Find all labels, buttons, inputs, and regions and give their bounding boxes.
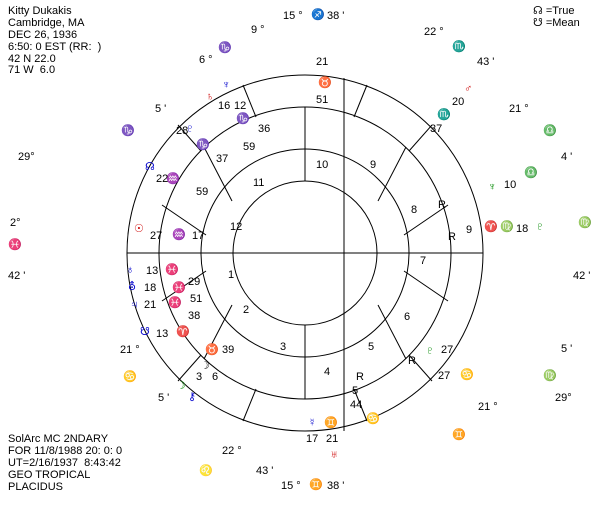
cusp-label-11-min: 6 ° bbox=[199, 54, 213, 66]
cusp-label-3-sign: ♌ bbox=[199, 465, 213, 477]
house-number-6: 6 bbox=[404, 311, 411, 323]
mc-degree-label: 15 ° bbox=[283, 10, 303, 22]
asc-minute-label: 42 ' bbox=[8, 270, 26, 282]
footer-line-3: UT=2/16/1937 8:43:42 bbox=[8, 456, 121, 469]
retrograde-marker-4: R bbox=[408, 355, 416, 367]
asc-sign-glyph: ♓ bbox=[8, 239, 22, 251]
cusp-spoke-5 bbox=[378, 305, 406, 359]
cusp-label-6-sign: ♍ bbox=[543, 370, 557, 382]
cusp-label-12-sign: ♑ bbox=[121, 125, 135, 137]
house-number-2: 2 bbox=[243, 304, 250, 316]
cusp-label-9-min: 43 ' bbox=[477, 56, 495, 68]
cusp-spoke-6 bbox=[404, 271, 448, 301]
asc-degree-label: 2° bbox=[10, 217, 21, 229]
planet-min-taurus-b: 6 bbox=[212, 371, 219, 383]
footer-line-1: SolArc MC 2NDARY bbox=[8, 433, 109, 445]
planet-min-neptune-green: 27 bbox=[438, 370, 451, 382]
header-lat: 42 N 22.0 bbox=[8, 52, 56, 65]
planet-deg-neptune: 28 bbox=[176, 125, 189, 137]
planet-glyph-mean-node: ☋ bbox=[140, 326, 150, 338]
tick-2 bbox=[409, 125, 432, 151]
ic-sign-glyph: ♊ bbox=[309, 479, 323, 491]
cusp-label-2-min: 5 ' bbox=[158, 392, 170, 404]
tick-6 bbox=[354, 85, 367, 117]
house-number-9: 9 bbox=[370, 159, 377, 171]
planet-sign-taurus-a: ♉ bbox=[205, 344, 219, 356]
planet-sign-mercury: ♊ bbox=[324, 417, 338, 429]
planet-min-mars: 37 bbox=[430, 123, 443, 135]
dsc-minute-label: 42 ' bbox=[573, 270, 591, 282]
planet-min-mercury: 21 bbox=[326, 433, 339, 445]
planet-glyph-neptune-right: ♇ bbox=[536, 221, 545, 233]
cusp-label-11-deg: 9 ° bbox=[251, 24, 265, 36]
planet-glyph-neptune: ♇ bbox=[186, 123, 195, 135]
cusp-label-5-sign: ♊ bbox=[452, 429, 466, 441]
planet-glyph-uranus: ♄ bbox=[206, 91, 215, 103]
mc-sign-glyph: ♐ bbox=[311, 9, 325, 21]
house-number-7: 7 bbox=[420, 255, 427, 267]
house-number-3: 3 bbox=[280, 341, 287, 353]
planet-deg-mars: 20 bbox=[452, 96, 465, 108]
planet-sign-sun: ♒ bbox=[172, 229, 186, 241]
cusp-label-2-deg: 21 ° bbox=[120, 344, 140, 356]
planet-glyph-lilith: ⚷ bbox=[188, 391, 197, 403]
tick-8 bbox=[243, 389, 256, 421]
planet-min-jupiter: 51 bbox=[316, 94, 329, 106]
house-number-8: 8 bbox=[411, 204, 418, 216]
planet-deg-taurus-b: 3 bbox=[196, 371, 203, 383]
planet-glyph-part-of-fortune: ⛢ bbox=[128, 281, 137, 293]
planet-glyph-neptune-green: ♇ bbox=[426, 345, 435, 357]
planet-min-node-green: 18 bbox=[516, 223, 529, 235]
planet-glyph-pluto: ♆ bbox=[222, 79, 231, 91]
cusp-label-2-sign: ♋ bbox=[123, 371, 137, 383]
planet-sign-pluto-green: ♎ bbox=[524, 167, 538, 179]
cusp-label-8-min: 4 ' bbox=[561, 151, 573, 163]
footer-line-4: GEO TROPICAL bbox=[8, 468, 91, 481]
footer-line-2: FOR 11/8/1988 20: 0: 0 bbox=[8, 444, 123, 457]
cusp-spoke-9 bbox=[378, 147, 406, 201]
retrograde-marker-1: R bbox=[438, 199, 446, 211]
cusp-label-12-min: 29° bbox=[18, 151, 35, 163]
house-number-12: 12 bbox=[230, 221, 243, 233]
header-time: 6:50: 0 EST (RR: ) bbox=[8, 40, 102, 53]
header-name: Kitty Dukakis bbox=[8, 5, 72, 17]
cusp-label-3-deg: 22 ° bbox=[222, 445, 242, 457]
planet-sign-saturn: ♓ bbox=[168, 297, 182, 309]
legend-mean-node: ☋ =Mean bbox=[533, 16, 580, 29]
planet-sign-taurus-b: ☽ bbox=[200, 360, 210, 372]
planet-deg-node-green: 9 bbox=[466, 224, 473, 236]
house-number-4: 4 bbox=[324, 366, 331, 378]
planet-deg-pluto: 12 bbox=[234, 100, 247, 112]
planet-deg-part-of-fortune: 18 bbox=[144, 282, 157, 294]
planet-deg-mercury: 17 bbox=[306, 433, 319, 445]
planet-deg-chiron: 5 bbox=[352, 385, 359, 397]
cusp-label-11-sign: ♑ bbox=[218, 42, 232, 54]
header-date: DEC 26, 1936 bbox=[8, 28, 78, 41]
cusp-label-6-deg: 5 ' bbox=[561, 343, 573, 355]
planet-min-part-of-fortune: 51 bbox=[190, 293, 203, 305]
planet-sign-venus: ♓ bbox=[165, 264, 179, 276]
planet-deg-pluto-green: 10 bbox=[504, 179, 517, 191]
planet-glyph-sun: ☉ bbox=[134, 223, 144, 235]
ic-degree-label: 15 ° bbox=[281, 480, 301, 492]
ic-minute-label: 38 ' bbox=[327, 480, 345, 492]
cusp-label-9-deg: 22 ° bbox=[424, 26, 444, 38]
planet-sign-true-node: ♒ bbox=[166, 173, 180, 185]
legend-true-node: ☊ =True bbox=[533, 5, 575, 17]
planet-min-true-node: 59 bbox=[196, 186, 209, 198]
planet-glyph-jupiter: ♉ bbox=[318, 77, 332, 89]
planet-glyph-mars: ♂ bbox=[464, 83, 473, 95]
planet-glyph-moon: ☽ bbox=[176, 380, 186, 392]
retrograde-marker-2: R bbox=[448, 231, 456, 243]
house-number-1: 1 bbox=[228, 269, 235, 281]
cusp-label-8-deg: 21 ° bbox=[509, 103, 529, 115]
mc-minute-label: 38 ' bbox=[327, 10, 345, 22]
planet-min-venus: 29 bbox=[188, 276, 201, 288]
retrograde-marker-3: R bbox=[356, 371, 364, 383]
planet-glyph-venus: ♁ bbox=[126, 264, 135, 276]
planet-glyph-node-green: ♈ bbox=[484, 221, 498, 233]
cusp-label-8-sign: ♎ bbox=[543, 125, 557, 137]
house-number-5: 5 bbox=[368, 341, 375, 353]
planet-min-chiron: 44 bbox=[350, 399, 363, 411]
cusp-label-9-sign: ♏ bbox=[452, 41, 466, 53]
planet-sign-node-green: ♍ bbox=[500, 221, 514, 233]
footer-line-5: PLACIDUS bbox=[8, 480, 64, 493]
planet-deg-uranus: 16 bbox=[218, 100, 231, 112]
planet-min-neptune: 37 bbox=[216, 153, 229, 165]
planet-sign-part-of-fortune: ♓ bbox=[172, 282, 186, 294]
planet-sign-neptune-green: ♋ bbox=[460, 369, 474, 381]
planet-min-sun: 17 bbox=[192, 230, 205, 242]
planet-glyph-saturn: ♃ bbox=[130, 299, 139, 311]
dsc-degree-label: ♍ bbox=[578, 217, 592, 229]
cusp-label-3-min: 43 ' bbox=[256, 465, 274, 477]
planet-deg-taurus-a: 39 bbox=[222, 344, 235, 356]
planet-sign-chiron: ♋ bbox=[366, 413, 380, 425]
house-number-10: 10 bbox=[316, 159, 329, 171]
planet-deg-mean-node: 13 bbox=[156, 328, 169, 340]
planet-deg-sun: 27 bbox=[150, 230, 163, 242]
planet-min-uranus: 59 bbox=[243, 141, 256, 153]
planet-sign-pluto: ♑ bbox=[236, 113, 250, 125]
planet-deg-saturn: 21 bbox=[144, 299, 157, 311]
cusp-label-5-deg: 21 ° bbox=[478, 401, 498, 413]
planet-sign-mean-node: ♈ bbox=[176, 326, 190, 338]
house-number-11: 11 bbox=[253, 177, 265, 189]
planet-glyph-mercury: ☿ bbox=[308, 417, 317, 429]
planet-deg-true-node: 22 bbox=[156, 173, 169, 185]
planet-sign-neptune: ♑ bbox=[196, 139, 210, 151]
planet-sign-mars: ♏ bbox=[437, 109, 451, 121]
cusp-label-6-min: 29° bbox=[555, 392, 572, 404]
planet-deg-neptune-green: 27 bbox=[441, 344, 454, 356]
header-lon: 71 W 6.0 bbox=[8, 64, 56, 77]
planet-glyph-true-node: ☊ bbox=[145, 161, 155, 173]
cusp-label-12-deg: 5 ' bbox=[155, 103, 167, 115]
planet-min-saturn: 38 bbox=[188, 310, 201, 322]
planet-deg-jupiter: 21 bbox=[316, 56, 329, 68]
header-place: Cambridge, MA bbox=[8, 16, 85, 29]
planet-glyph-chiron: ♅ bbox=[330, 449, 339, 461]
planet-min-pluto: 36 bbox=[258, 123, 271, 135]
planet-deg-venus: 13 bbox=[146, 265, 159, 277]
planet-glyph-pluto-green: ♆ bbox=[488, 181, 497, 193]
